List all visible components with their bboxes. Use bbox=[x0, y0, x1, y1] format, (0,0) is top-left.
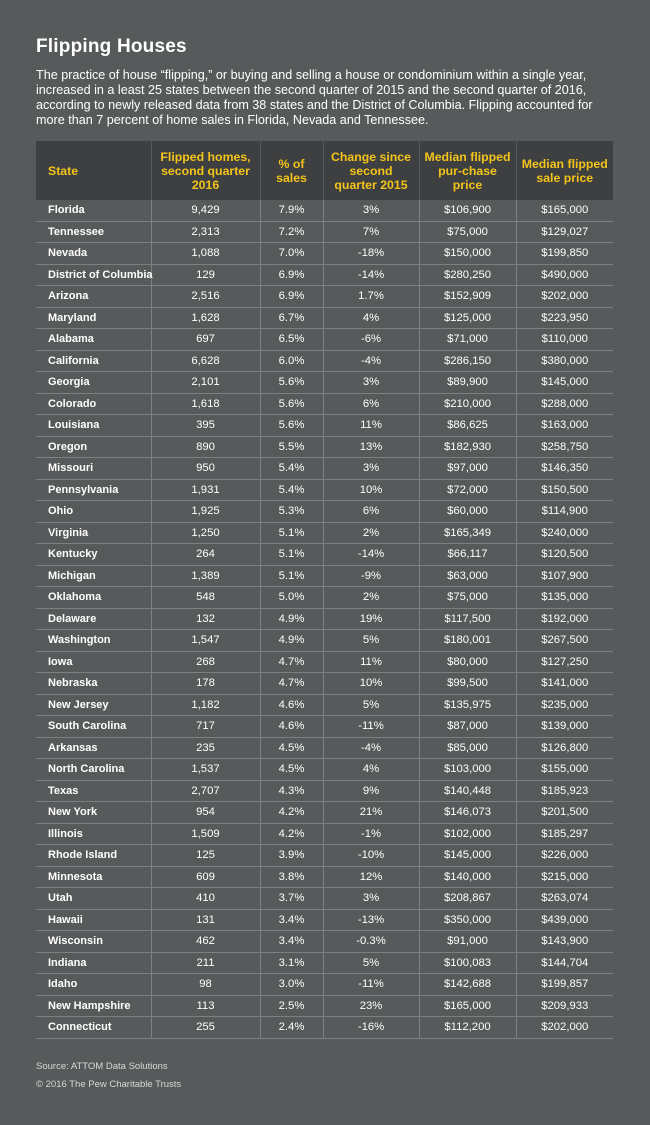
cell-change: -9% bbox=[323, 565, 419, 587]
copyright-note: © 2016 The Pew Charitable Trusts bbox=[36, 1079, 182, 1090]
cell-percent-of-sales: 7.2% bbox=[260, 221, 323, 243]
cell-percent-of-sales: 7.0% bbox=[260, 243, 323, 265]
table-row bbox=[36, 350, 613, 372]
cell-change: 6% bbox=[323, 501, 419, 523]
cell-flipped-homes: 2,101 bbox=[151, 372, 260, 394]
table-row bbox=[36, 243, 613, 265]
cell-percent-of-sales: 5.1% bbox=[260, 522, 323, 544]
cell-percent-of-sales: 4.7% bbox=[260, 673, 323, 695]
cell-median-purchase-price: $66,117 bbox=[419, 544, 516, 566]
table-row bbox=[36, 759, 613, 781]
cell-flipped-homes: 395 bbox=[151, 415, 260, 437]
cell-median-purchase-price: $135,975 bbox=[419, 694, 516, 716]
cell-flipped-homes: 1,250 bbox=[151, 522, 260, 544]
table-row bbox=[36, 221, 613, 243]
cell-flipped-homes: 697 bbox=[151, 329, 260, 351]
cell-median-purchase-price: $85,000 bbox=[419, 737, 516, 759]
cell-median-sale-price: $145,000 bbox=[516, 372, 613, 394]
cell-median-sale-price: $165,000 bbox=[516, 200, 613, 221]
cell-flipped-homes: 1,389 bbox=[151, 565, 260, 587]
cell-median-purchase-price: $99,500 bbox=[419, 673, 516, 695]
cell-median-sale-price: $185,923 bbox=[516, 780, 613, 802]
cell-median-purchase-price: $63,000 bbox=[419, 565, 516, 587]
cell-change: 5% bbox=[323, 952, 419, 974]
cell-median-purchase-price: $87,000 bbox=[419, 716, 516, 738]
cell-flipped-homes: 255 bbox=[151, 1017, 260, 1039]
table-row bbox=[36, 823, 613, 845]
cell-percent-of-sales: 3.7% bbox=[260, 888, 323, 910]
cell-change: -13% bbox=[323, 909, 419, 931]
cell-change: 1.7% bbox=[323, 286, 419, 308]
cell-median-purchase-price: $208,867 bbox=[419, 888, 516, 910]
table-row bbox=[36, 673, 613, 695]
cell-change: -11% bbox=[323, 716, 419, 738]
cell-median-purchase-price: $89,900 bbox=[419, 372, 516, 394]
cell-change: -1% bbox=[323, 823, 419, 845]
intro-paragraph: The practice of house “flipping,” or buying and selling a house or condominium within a single year, increased in a least 25 states between the second quarter of 2015 and the second quarter of 2016, according to newly released data from 38 states and the District of Columbia. Flipping accounted for more than 7 percent of home sales in Florida, Nevada and Tennessee. bbox=[36, 68, 593, 127]
cell-median-purchase-price: $152,909 bbox=[419, 286, 516, 308]
cell-state: Tennessee bbox=[36, 221, 151, 243]
cell-percent-of-sales: 2.5% bbox=[260, 995, 323, 1017]
header-row bbox=[36, 141, 613, 200]
cell-change: 4% bbox=[323, 759, 419, 781]
cell-median-sale-price: $439,000 bbox=[516, 909, 613, 931]
cell-median-purchase-price: $140,000 bbox=[419, 866, 516, 888]
table-row bbox=[36, 393, 613, 415]
table-row bbox=[36, 479, 613, 501]
table-row bbox=[36, 307, 613, 329]
cell-flipped-homes: 1,618 bbox=[151, 393, 260, 415]
cell-state: Missouri bbox=[36, 458, 151, 480]
cell-median-purchase-price: $125,000 bbox=[419, 307, 516, 329]
cell-change: 13% bbox=[323, 436, 419, 458]
cell-median-purchase-price: $72,000 bbox=[419, 479, 516, 501]
cell-percent-of-sales: 6.9% bbox=[260, 264, 323, 286]
table-row bbox=[36, 737, 613, 759]
cell-state: Connecticut bbox=[36, 1017, 151, 1039]
cell-change: -4% bbox=[323, 350, 419, 372]
table-row bbox=[36, 651, 613, 673]
cell-percent-of-sales: 6.7% bbox=[260, 307, 323, 329]
cell-change: 10% bbox=[323, 673, 419, 695]
cell-median-purchase-price: $91,000 bbox=[419, 931, 516, 953]
cell-change: 19% bbox=[323, 608, 419, 630]
cell-flipped-homes: 1,182 bbox=[151, 694, 260, 716]
cell-change: -14% bbox=[323, 264, 419, 286]
cell-percent-of-sales: 5.3% bbox=[260, 501, 323, 523]
cell-state: Oregon bbox=[36, 436, 151, 458]
table-row bbox=[36, 458, 613, 480]
cell-change: -16% bbox=[323, 1017, 419, 1039]
cell-state: North Carolina bbox=[36, 759, 151, 781]
cell-percent-of-sales: 4.9% bbox=[260, 630, 323, 652]
cell-change: 10% bbox=[323, 479, 419, 501]
cell-change: 3% bbox=[323, 888, 419, 910]
cell-median-sale-price: $201,500 bbox=[516, 802, 613, 824]
cell-median-purchase-price: $182,930 bbox=[419, 436, 516, 458]
cell-flipped-homes: 113 bbox=[151, 995, 260, 1017]
cell-median-sale-price: $185,297 bbox=[516, 823, 613, 845]
cell-median-sale-price: $490,000 bbox=[516, 264, 613, 286]
cell-state: Alabama bbox=[36, 329, 151, 351]
cell-flipped-homes: 264 bbox=[151, 544, 260, 566]
cell-median-purchase-price: $117,500 bbox=[419, 608, 516, 630]
table-row bbox=[36, 565, 613, 587]
cell-change: 2% bbox=[323, 522, 419, 544]
column-header-change: Change since second quarter 2015 bbox=[323, 141, 419, 200]
cell-percent-of-sales: 2.4% bbox=[260, 1017, 323, 1039]
cell-flipped-homes: 98 bbox=[151, 974, 260, 996]
cell-percent-of-sales: 4.2% bbox=[260, 823, 323, 845]
cell-median-sale-price: $155,000 bbox=[516, 759, 613, 781]
cell-flipped-homes: 131 bbox=[151, 909, 260, 931]
table-row bbox=[36, 995, 613, 1017]
cell-median-purchase-price: $75,000 bbox=[419, 221, 516, 243]
cell-median-sale-price: $163,000 bbox=[516, 415, 613, 437]
cell-flipped-homes: 268 bbox=[151, 651, 260, 673]
table-row bbox=[36, 694, 613, 716]
cell-change: 21% bbox=[323, 802, 419, 824]
cell-state: Nevada bbox=[36, 243, 151, 265]
cell-median-sale-price: $215,000 bbox=[516, 866, 613, 888]
table-row bbox=[36, 501, 613, 523]
cell-flipped-homes: 548 bbox=[151, 587, 260, 609]
cell-percent-of-sales: 5.1% bbox=[260, 565, 323, 587]
table-row bbox=[36, 866, 613, 888]
cell-state: Iowa bbox=[36, 651, 151, 673]
cell-percent-of-sales: 3.8% bbox=[260, 866, 323, 888]
cell-state: Arizona bbox=[36, 286, 151, 308]
cell-median-sale-price: $199,857 bbox=[516, 974, 613, 996]
cell-percent-of-sales: 5.6% bbox=[260, 372, 323, 394]
cell-flipped-homes: 178 bbox=[151, 673, 260, 695]
cell-state: Hawaii bbox=[36, 909, 151, 931]
cell-median-purchase-price: $103,000 bbox=[419, 759, 516, 781]
cell-change: 2% bbox=[323, 587, 419, 609]
cell-state: Texas bbox=[36, 780, 151, 802]
cell-flipped-homes: 211 bbox=[151, 952, 260, 974]
cell-median-sale-price: $129,027 bbox=[516, 221, 613, 243]
cell-median-purchase-price: $180,001 bbox=[419, 630, 516, 652]
table-row bbox=[36, 716, 613, 738]
cell-state: Washington bbox=[36, 630, 151, 652]
cell-flipped-homes: 462 bbox=[151, 931, 260, 953]
cell-flipped-homes: 129 bbox=[151, 264, 260, 286]
cell-flipped-homes: 2,516 bbox=[151, 286, 260, 308]
cell-median-purchase-price: $145,000 bbox=[419, 845, 516, 867]
table-row bbox=[36, 974, 613, 996]
cell-change: -6% bbox=[323, 329, 419, 351]
cell-median-sale-price: $263,074 bbox=[516, 888, 613, 910]
cell-flipped-homes: 1,547 bbox=[151, 630, 260, 652]
table-row bbox=[36, 436, 613, 458]
cell-percent-of-sales: 4.6% bbox=[260, 716, 323, 738]
cell-change: 4% bbox=[323, 307, 419, 329]
cell-median-purchase-price: $286,150 bbox=[419, 350, 516, 372]
cell-percent-of-sales: 6.5% bbox=[260, 329, 323, 351]
cell-median-purchase-price: $165,000 bbox=[419, 995, 516, 1017]
cell-median-sale-price: $202,000 bbox=[516, 1017, 613, 1039]
cell-median-sale-price: $192,000 bbox=[516, 608, 613, 630]
cell-median-purchase-price: $112,200 bbox=[419, 1017, 516, 1039]
cell-change: -14% bbox=[323, 544, 419, 566]
cell-median-sale-price: $150,500 bbox=[516, 479, 613, 501]
cell-flipped-homes: 2,313 bbox=[151, 221, 260, 243]
cell-state: Idaho bbox=[36, 974, 151, 996]
cell-percent-of-sales: 3.9% bbox=[260, 845, 323, 867]
cell-flipped-homes: 1,931 bbox=[151, 479, 260, 501]
cell-state: South Carolina bbox=[36, 716, 151, 738]
cell-median-purchase-price: $210,000 bbox=[419, 393, 516, 415]
cell-state: Maryland bbox=[36, 307, 151, 329]
cell-change: 3% bbox=[323, 458, 419, 480]
cell-state: Virginia bbox=[36, 522, 151, 544]
cell-median-sale-price: $258,750 bbox=[516, 436, 613, 458]
cell-state: Oklahoma bbox=[36, 587, 151, 609]
column-header-median-purchase-price: Median flipped pur-chase price bbox=[419, 141, 516, 200]
cell-flipped-homes: 1,925 bbox=[151, 501, 260, 523]
cell-flipped-homes: 609 bbox=[151, 866, 260, 888]
cell-percent-of-sales: 6.0% bbox=[260, 350, 323, 372]
cell-state: District of Columbia bbox=[36, 264, 151, 286]
cell-median-purchase-price: $146,073 bbox=[419, 802, 516, 824]
cell-percent-of-sales: 3.4% bbox=[260, 909, 323, 931]
table-row bbox=[36, 931, 613, 953]
cell-change: 6% bbox=[323, 393, 419, 415]
cell-median-purchase-price: $97,000 bbox=[419, 458, 516, 480]
cell-state: Louisiana bbox=[36, 415, 151, 437]
table-row bbox=[36, 286, 613, 308]
cell-change: -18% bbox=[323, 243, 419, 265]
cell-median-sale-price: $143,900 bbox=[516, 931, 613, 953]
cell-percent-of-sales: 5.6% bbox=[260, 393, 323, 415]
table-row bbox=[36, 264, 613, 286]
cell-median-sale-price: $110,000 bbox=[516, 329, 613, 351]
cell-median-purchase-price: $280,250 bbox=[419, 264, 516, 286]
cell-median-sale-price: $107,900 bbox=[516, 565, 613, 587]
cell-change: 7% bbox=[323, 221, 419, 243]
cell-state: Florida bbox=[36, 200, 151, 221]
cell-median-purchase-price: $71,000 bbox=[419, 329, 516, 351]
cell-median-purchase-price: $142,688 bbox=[419, 974, 516, 996]
cell-median-sale-price: $141,000 bbox=[516, 673, 613, 695]
cell-change: 5% bbox=[323, 630, 419, 652]
cell-median-sale-price: $120,500 bbox=[516, 544, 613, 566]
cell-change: -0.3% bbox=[323, 931, 419, 953]
table-row bbox=[36, 780, 613, 802]
cell-state: Arkansas bbox=[36, 737, 151, 759]
cell-state: Kentucky bbox=[36, 544, 151, 566]
cell-flipped-homes: 9,429 bbox=[151, 200, 260, 221]
table-row bbox=[36, 544, 613, 566]
data-table bbox=[36, 141, 613, 1039]
cell-percent-of-sales: 4.2% bbox=[260, 802, 323, 824]
table-row bbox=[36, 909, 613, 931]
cell-median-purchase-price: $140,448 bbox=[419, 780, 516, 802]
cell-flipped-homes: 717 bbox=[151, 716, 260, 738]
cell-percent-of-sales: 5.4% bbox=[260, 479, 323, 501]
page-title: Flipping Houses bbox=[36, 36, 187, 57]
cell-state: Michigan bbox=[36, 565, 151, 587]
cell-median-purchase-price: $60,000 bbox=[419, 501, 516, 523]
cell-median-purchase-price: $150,000 bbox=[419, 243, 516, 265]
cell-percent-of-sales: 6.9% bbox=[260, 286, 323, 308]
cell-flipped-homes: 890 bbox=[151, 436, 260, 458]
cell-change: 9% bbox=[323, 780, 419, 802]
cell-state: Wisconsin bbox=[36, 931, 151, 953]
cell-median-sale-price: $114,900 bbox=[516, 501, 613, 523]
table-row bbox=[36, 952, 613, 974]
cell-percent-of-sales: 4.9% bbox=[260, 608, 323, 630]
table-header bbox=[36, 141, 613, 200]
cell-median-sale-price: $226,000 bbox=[516, 845, 613, 867]
cell-median-purchase-price: $100,083 bbox=[419, 952, 516, 974]
cell-percent-of-sales: 7.9% bbox=[260, 200, 323, 221]
cell-median-sale-price: $135,000 bbox=[516, 587, 613, 609]
cell-median-sale-price: $202,000 bbox=[516, 286, 613, 308]
cell-flipped-homes: 1,088 bbox=[151, 243, 260, 265]
table-row bbox=[36, 372, 613, 394]
cell-change: -11% bbox=[323, 974, 419, 996]
cell-median-purchase-price: $350,000 bbox=[419, 909, 516, 931]
cell-median-sale-price: $199,850 bbox=[516, 243, 613, 265]
table-row bbox=[36, 587, 613, 609]
cell-percent-of-sales: 5.1% bbox=[260, 544, 323, 566]
cell-percent-of-sales: 5.0% bbox=[260, 587, 323, 609]
table-row bbox=[36, 608, 613, 630]
cell-median-sale-price: $139,000 bbox=[516, 716, 613, 738]
cell-state: New Hampshire bbox=[36, 995, 151, 1017]
cell-median-sale-price: $267,500 bbox=[516, 630, 613, 652]
cell-flipped-homes: 235 bbox=[151, 737, 260, 759]
cell-change: 23% bbox=[323, 995, 419, 1017]
table-body bbox=[36, 200, 613, 1038]
cell-median-sale-price: $127,250 bbox=[516, 651, 613, 673]
table-row bbox=[36, 200, 613, 221]
column-header-percent-of-sales: % of sales bbox=[260, 141, 323, 200]
cell-median-purchase-price: $102,000 bbox=[419, 823, 516, 845]
cell-flipped-homes: 2,707 bbox=[151, 780, 260, 802]
cell-flipped-homes: 1,628 bbox=[151, 307, 260, 329]
cell-change: -10% bbox=[323, 845, 419, 867]
cell-change: 3% bbox=[323, 200, 419, 221]
cell-percent-of-sales: 3.0% bbox=[260, 974, 323, 996]
source-note: Source: ATTOM Data Solutions bbox=[36, 1061, 168, 1072]
cell-percent-of-sales: 5.5% bbox=[260, 436, 323, 458]
cell-change: 3% bbox=[323, 372, 419, 394]
cell-state: Illinois bbox=[36, 823, 151, 845]
cell-percent-of-sales: 5.4% bbox=[260, 458, 323, 480]
table-row bbox=[36, 845, 613, 867]
table-row bbox=[36, 415, 613, 437]
cell-state: Rhode Island bbox=[36, 845, 151, 867]
cell-state: Colorado bbox=[36, 393, 151, 415]
cell-change: 5% bbox=[323, 694, 419, 716]
cell-percent-of-sales: 4.3% bbox=[260, 780, 323, 802]
cell-state: California bbox=[36, 350, 151, 372]
table-row bbox=[36, 329, 613, 351]
table-row bbox=[36, 522, 613, 544]
cell-flipped-homes: 125 bbox=[151, 845, 260, 867]
cell-flipped-homes: 1,509 bbox=[151, 823, 260, 845]
cell-state: New York bbox=[36, 802, 151, 824]
cell-median-sale-price: $209,933 bbox=[516, 995, 613, 1017]
cell-percent-of-sales: 3.1% bbox=[260, 952, 323, 974]
cell-median-purchase-price: $80,000 bbox=[419, 651, 516, 673]
column-header-flipped-homes: Flipped homes, second quarter 2016 bbox=[151, 141, 260, 200]
cell-state: Minnesota bbox=[36, 866, 151, 888]
cell-state: New Jersey bbox=[36, 694, 151, 716]
cell-median-sale-price: $146,350 bbox=[516, 458, 613, 480]
cell-median-purchase-price: $106,900 bbox=[419, 200, 516, 221]
cell-median-sale-price: $126,800 bbox=[516, 737, 613, 759]
table-row bbox=[36, 1017, 613, 1039]
cell-median-sale-price: $144,704 bbox=[516, 952, 613, 974]
cell-median-purchase-price: $165,349 bbox=[419, 522, 516, 544]
cell-median-sale-price: $235,000 bbox=[516, 694, 613, 716]
cell-change: 11% bbox=[323, 415, 419, 437]
cell-state: Ohio bbox=[36, 501, 151, 523]
cell-percent-of-sales: 4.6% bbox=[260, 694, 323, 716]
cell-median-purchase-price: $75,000 bbox=[419, 587, 516, 609]
cell-flipped-homes: 950 bbox=[151, 458, 260, 480]
column-header-state: State bbox=[36, 141, 151, 200]
table-row bbox=[36, 630, 613, 652]
cell-percent-of-sales: 5.6% bbox=[260, 415, 323, 437]
cell-state: Indiana bbox=[36, 952, 151, 974]
cell-median-sale-price: $380,000 bbox=[516, 350, 613, 372]
cell-state: Utah bbox=[36, 888, 151, 910]
cell-flipped-homes: 410 bbox=[151, 888, 260, 910]
column-header-median-sale-price: Median flipped sale price bbox=[516, 141, 613, 200]
cell-median-sale-price: $288,000 bbox=[516, 393, 613, 415]
cell-change: -4% bbox=[323, 737, 419, 759]
cell-flipped-homes: 954 bbox=[151, 802, 260, 824]
cell-median-purchase-price: $86,625 bbox=[419, 415, 516, 437]
cell-percent-of-sales: 3.4% bbox=[260, 931, 323, 953]
cell-flipped-homes: 1,537 bbox=[151, 759, 260, 781]
table-row bbox=[36, 802, 613, 824]
cell-flipped-homes: 132 bbox=[151, 608, 260, 630]
cell-median-sale-price: $223,950 bbox=[516, 307, 613, 329]
cell-state: Nebraska bbox=[36, 673, 151, 695]
cell-flipped-homes: 6,628 bbox=[151, 350, 260, 372]
cell-state: Pennsylvania bbox=[36, 479, 151, 501]
cell-state: Delaware bbox=[36, 608, 151, 630]
cell-percent-of-sales: 4.5% bbox=[260, 737, 323, 759]
cell-state: Georgia bbox=[36, 372, 151, 394]
cell-percent-of-sales: 4.5% bbox=[260, 759, 323, 781]
cell-change: 12% bbox=[323, 866, 419, 888]
cell-change: 11% bbox=[323, 651, 419, 673]
cell-median-sale-price: $240,000 bbox=[516, 522, 613, 544]
cell-percent-of-sales: 4.7% bbox=[260, 651, 323, 673]
table-row bbox=[36, 888, 613, 910]
